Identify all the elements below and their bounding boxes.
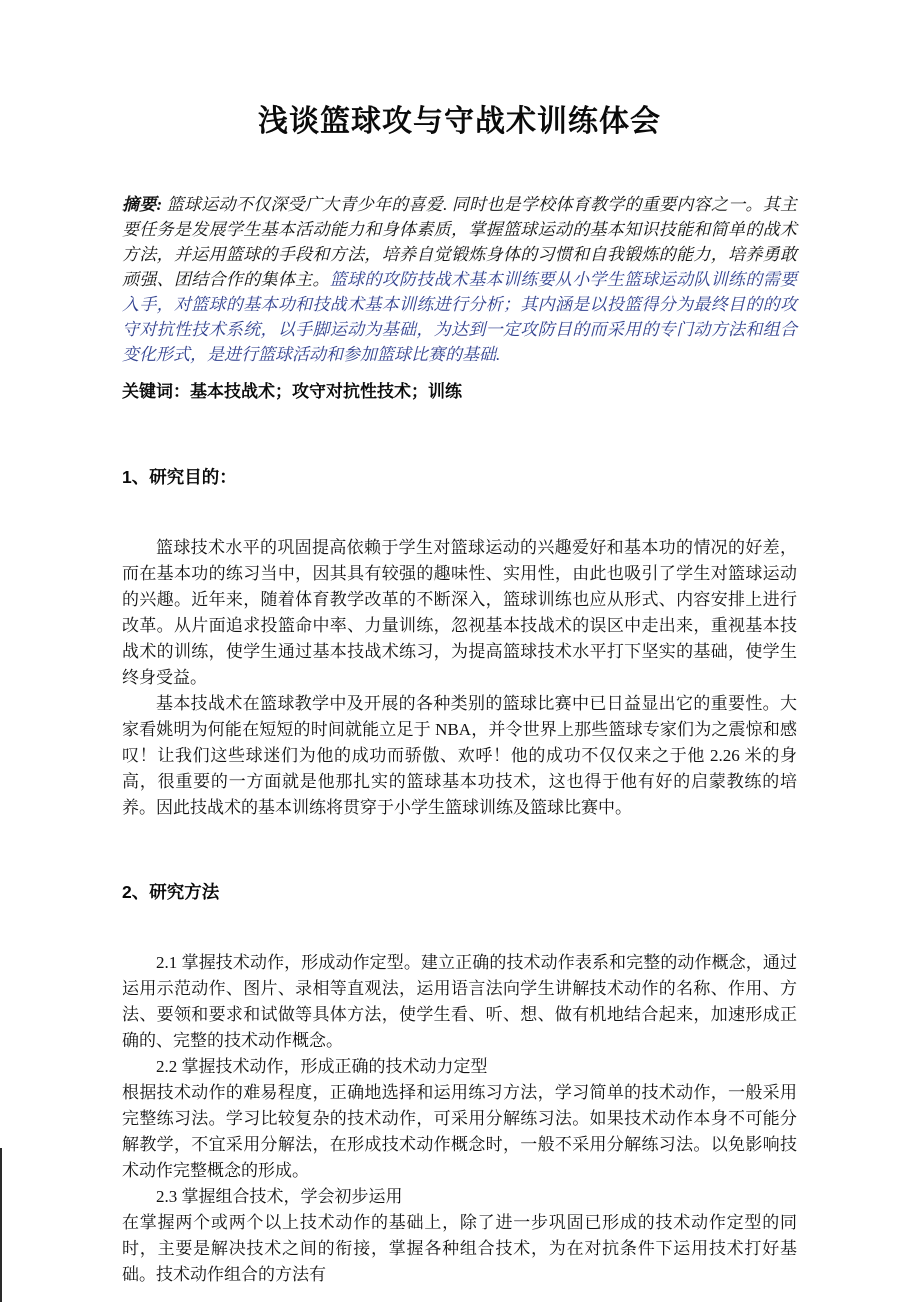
paragraph: 基本技战术在篮球教学中及开展的各种类别的篮球比赛中已日益显出它的重要性。大家看姚明为何能在短短的时间就能立足于 NBA，并令世界上那些篮球专家们为之震惊和感叹！让我们这些球迷们为他的成功而骄傲、欢呼！他的成功不仅仅来之于他 2.26 米的身高，很重要的一方面就是他那扎实的篮球基本功技术，这也得于他有好的启蒙教练的培养。因此技战术的基本训练将贯穿于小学生篮球训练及篮球比赛中。: [122, 694, 797, 817]
keywords-line: [122, 379, 797, 404]
abstract-paragraph: [122, 192, 797, 367]
abstract-text: 篮球运动不仅深受广大青少年的喜爱. 同时也是学校体育教学的重要内容之一。其主要任务是发展学生基本活动能力和身体素质，掌握篮球运动的基本知识技能和简单的战术方法，并运用篮球的手段和方法，培养自觉锻炼身体的习惯和自我锻炼的能力，培养勇敢顽强、团结合作的集体主。: [122, 195, 798, 289]
section-heading-research-method: 2、研究方法: [122, 882, 220, 902]
paragraph: 2.1 掌握技术动作，形成动作定型。建立正确的技术动作表系和完整的动作概念，通过运用示范动作、图片、录相等直观法，运用语言法向学生讲解技术动作的名称、作用、方法、要领和要求和试做等具体方法，使学生看、听、想、做有机地结合起来，加速形成正确的、完整的技术动作概念。: [122, 953, 797, 1050]
abstract-label: 摘要:: [122, 195, 163, 214]
paragraph: 根据技术动作的难易程度，正确地选择和运用练习方法，学习简单的技术动作，一般采用完整练习法。学习比较复杂的技术动作，可采用分解练习法。如果技术动作本身不可能分解教学，不宜采用分解法，在形成技术动作概念时，一般不采用分解练习法。以免影响技术动作完整概念的形成。: [122, 1083, 797, 1180]
keywords-label: 关键词：: [122, 382, 190, 401]
paragraph: 2.3 掌握组合技术，学会初步运用: [156, 1187, 403, 1206]
paragraph: 在掌握两个或两个以上技术动作的基础上，除了进一步巩固已形成的技术动作定型的同时，主要是解决技术之间的衔接，掌握各种组合技术，为在对抗条件下运用技术打好基础。技术动作组合的方法有: [122, 1213, 797, 1284]
paragraph: 2.2 掌握技术动作，形成正确的技术动力定型: [156, 1057, 488, 1076]
keywords-text: 基本技战术；攻守对抗性技术；训练: [190, 382, 462, 401]
paragraph: 篮球技术水平的巩固提高依赖于学生对篮球运动的兴趣爱好和基本功的情况的好差，而在基本功的练习当中，因其具有较强的趣味性、实用性，由此也吸引了学生对篮球运动的兴趣。近年来，随着体育教学改革的不断深入，篮球训练也应从形式、内容安排上进行改革。从片面追求投篮命中率、力量训练，忽视基本技战术的误区中走出来，重视基本技战术的训练，使学生通过基本技战术练习，为提高篮球技术水平打下坚实的基础，使学生终身受益。: [122, 538, 797, 687]
page-edge-line: [0, 1148, 2, 1302]
page-title: 浅谈篮球攻与守战术训练体会: [258, 105, 661, 138]
section-heading-research-purpose: 1、研究目的：: [122, 467, 237, 487]
abstract-text-highlighted: 篮球的攻防技战术基本训练要从小学生篮球运动队训练的需要入手，对篮球的基本功和技战术基本训练进行分析；其内涵是以投篮得分为最终目的的攻守对抗性技术系统，以手脚运动为基础，为达到一定攻防目的而采用的专门动方法和组合变化形式，是进行篮球活动和参加篮球比赛的基础.: [122, 270, 798, 364]
